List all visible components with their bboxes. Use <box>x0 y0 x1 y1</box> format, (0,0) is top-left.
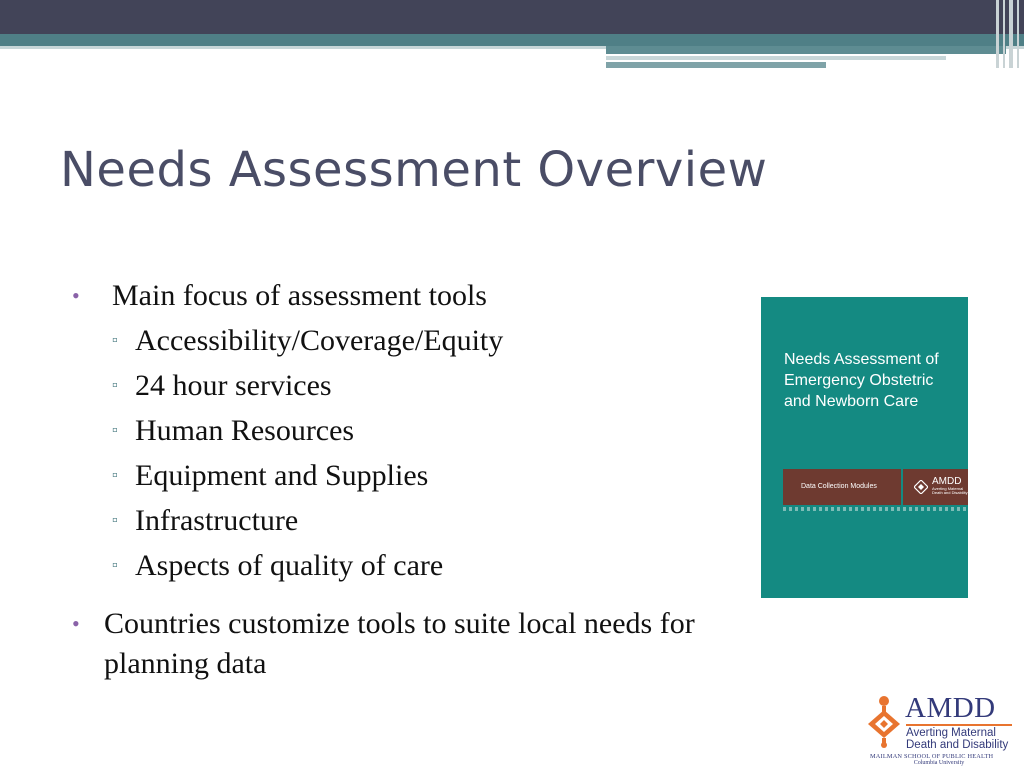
bullet-text: Main focus of assessment tools <box>112 279 487 312</box>
slide-body <box>72 276 722 684</box>
sub-bullet-item <box>72 321 722 361</box>
cover-band <box>783 469 968 505</box>
cover-band-label: Data Collection Modules <box>801 483 877 490</box>
header-stripe <box>606 62 826 68</box>
cover-title: Needs Assessment of Emergency Obstetric and Newborn Care <box>784 351 939 410</box>
sub-bullet-icon: ▫ <box>112 332 118 349</box>
sub-bullet-icon: ▫ <box>112 512 118 529</box>
cover-band-divider <box>901 469 903 505</box>
logo-line-2: Death and Disability <box>906 739 1009 751</box>
sub-bullet-icon: ▫ <box>112 467 118 484</box>
header-bar <box>0 0 1024 34</box>
header-vertical-lines <box>994 0 1024 68</box>
logo-line-1: Averting Maternal <box>906 727 996 739</box>
sub-bullet-icon: ▫ <box>112 377 118 394</box>
sub-bullet-text: Equipment and Supplies <box>135 459 429 492</box>
sub-bullet-icon: ▫ <box>112 557 118 574</box>
amdd-emblem-icon <box>866 694 902 748</box>
sub-bullet-icon: ▫ <box>112 422 118 439</box>
sub-bullet-text: Accessibility/Coverage/Equity <box>135 324 504 357</box>
cover-dashed-line <box>783 507 968 511</box>
sub-bullet-item <box>72 501 722 541</box>
sub-bullet-item <box>72 456 722 496</box>
sub-bullet-item <box>72 546 722 586</box>
cover-band-logo <box>932 477 968 495</box>
logo-university: Columbia University <box>913 760 965 766</box>
cover-band-logo-name: AMDD <box>932 476 962 487</box>
bullet-item <box>72 276 722 316</box>
logo-divider <box>906 724 1012 726</box>
header-accent-bar <box>0 34 1024 46</box>
header-stripe <box>606 46 1006 54</box>
sub-bullet-text: Aspects of quality of care <box>135 549 444 582</box>
bullet-item <box>72 604 722 684</box>
sub-bullet-item <box>72 366 722 406</box>
bullet-icon: • <box>72 611 80 636</box>
sub-bullet-item <box>72 411 722 451</box>
header-stripe <box>606 56 946 60</box>
amdd-emblem-icon <box>914 480 928 494</box>
logo-wordmark: AMDD <box>905 692 996 724</box>
sub-bullet-text: Human Resources <box>135 414 355 447</box>
report-cover-image <box>761 297 968 598</box>
sub-bullet-text: Infrastructure <box>135 504 299 537</box>
amdd-logo <box>866 694 1016 766</box>
bullet-text: Countries customize tools to suite local needs for planning data <box>104 607 695 680</box>
sub-bullet-text: 24 hour services <box>135 369 332 402</box>
bullet-icon: • <box>72 283 80 308</box>
logo-school: MAILMAN SCHOOL OF PUBLIC HEALTH <box>870 753 994 760</box>
cover-band-logo-sub: Averting Maternal Death and Disability <box>932 486 968 495</box>
slide-title: Needs Assessment Overview <box>60 142 768 198</box>
